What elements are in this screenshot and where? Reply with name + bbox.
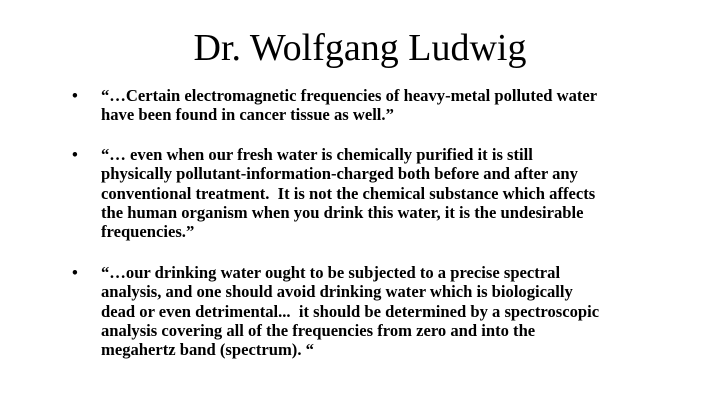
- bullet-item-3: [72, 263, 672, 360]
- bullet-line: dead or even detrimental... it should be determined by a spectroscopic: [101, 301, 600, 321]
- bullet-item-1: [72, 86, 672, 125]
- bullet-dot-icon: •: [72, 262, 78, 282]
- bullet-dot-icon: •: [72, 144, 78, 164]
- bullet-line: the human organism when you drink this water, it is the undesirable: [101, 203, 584, 223]
- bullet-line: “…our drinking water ought to be subjected to a precise spectral: [101, 262, 561, 282]
- bullet-line: physically pollutant-information-charged both before and after any: [101, 164, 578, 184]
- bullet-list: [72, 86, 672, 360]
- slide-title: Dr. Wolfgang Ludwig: [193, 27, 527, 69]
- bullet-line: have been found in cancer tissue as well.”: [101, 105, 394, 125]
- bullet-line: frequencies.”: [101, 222, 195, 242]
- bullet-line: analysis covering all of the frequencies from zero and into the: [101, 321, 536, 341]
- bullet-line: analysis, and one should avoid drinking water which is biologically: [101, 282, 573, 302]
- bullet-dot-icon: •: [72, 86, 78, 105]
- bullet-line: conventional treatment. It is not the chemical substance which affects: [101, 183, 596, 203]
- bullet-line: megahertz band (spectrum). “: [101, 340, 314, 360]
- bullet-line: “… even when our fresh water is chemically purified it is still: [101, 144, 533, 164]
- bullet-line: “…Certain electromagnetic frequencies of heavy-metal polluted water: [101, 86, 598, 105]
- bullet-item-2: [72, 145, 672, 242]
